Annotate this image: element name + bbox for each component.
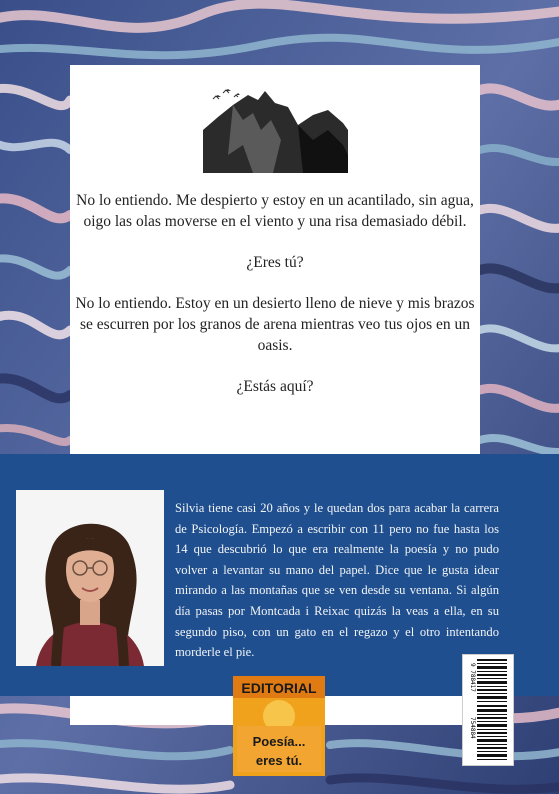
publisher-logo <box>233 676 325 776</box>
mountain-illustration <box>203 85 348 173</box>
publisher-line-2: eres tú. <box>255 753 303 768</box>
poem-text <box>70 190 480 417</box>
author-bio: Silvia tiene casi 20 años y le quedan dos para acabar la carrera de Psicología. Empezó a escribir con 11 pero no fue hasta los 14 que descubrió lo que era realmente la poesía y no pudo volver a levantar su mano del papel. Dice que le gusta idear mirando a las montañas que se ven desde su ventana. Si algún día pasas por Montcada i Reixac quizás la veas a ella, en su segundo piso, con un gato en el regazo y el otro intentando morderle el pie. <box>175 501 499 660</box>
poem-stanza-1: No lo entiendo. Me despierto y estoy en un acantilado, sin agua, oigo las olas moverse en el viento y una risa demasiado débil. <box>76 192 474 230</box>
poem-stanza-4: ¿Estás aquí? <box>236 378 314 395</box>
author-photo <box>16 490 164 666</box>
poem-stanza-3: No lo entiendo. Estoy en un desierto lleno de nieve y mis brazos se escurren por los granos de arena mientras veo tus ojos en un oasis. <box>75 295 475 354</box>
barcode-digits-left: 9 788417 <box>469 663 476 692</box>
barcode-digits-right: 754884 <box>469 717 476 739</box>
publisher-label: EDITORIAL <box>241 680 317 696</box>
publisher-line-1: Poesía... <box>252 734 306 749</box>
isbn-barcode <box>462 654 514 766</box>
poem-stanza-2: ¿Eres tú? <box>246 254 304 271</box>
